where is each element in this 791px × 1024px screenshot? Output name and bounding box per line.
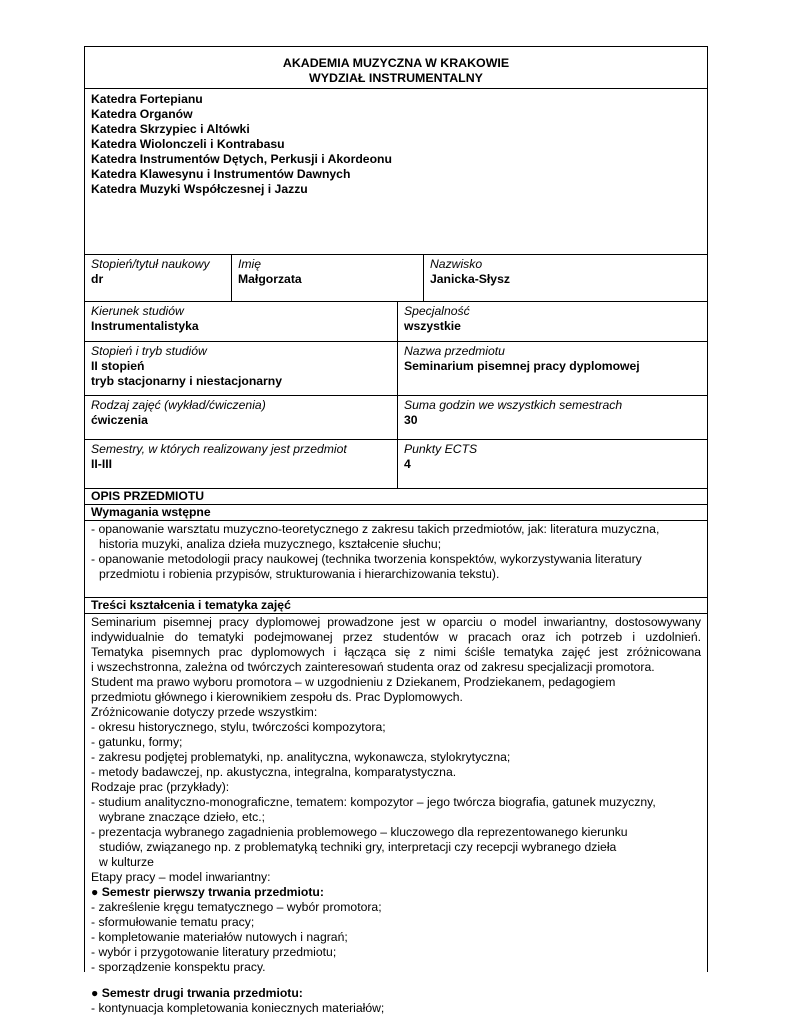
semesters-value: II-III bbox=[91, 457, 112, 471]
semesters-row bbox=[85, 440, 707, 489]
institution-header bbox=[85, 47, 707, 89]
content-line: studiów, związanego np. z problematyką techniki gry, interpretacji czy recepcji wybranego dzieła bbox=[99, 840, 617, 854]
department-item: Katedra Muzyki Współczesnej i Jazzu bbox=[91, 182, 308, 196]
semester-one-item: - sformułowanie tematu pracy; bbox=[91, 915, 255, 929]
content-line: - prezentacja wybranego zagadnienia problemowego – kluczowego dla reprezentowanego kierunku bbox=[91, 825, 628, 839]
field-of-study-value: Instrumentalistyka bbox=[91, 319, 199, 333]
study-level-row bbox=[85, 342, 707, 396]
course-name-cell bbox=[397, 342, 707, 395]
content-line: i wszechstronna, zależna od twórczych zainteresowań studenta oraz od zakresu specjalizacji promotora. bbox=[91, 660, 655, 674]
surname-value: Janicka-Słysz bbox=[430, 272, 510, 286]
department-item: Katedra Klawesynu i Instrumentów Dawnych bbox=[91, 167, 351, 181]
content-line: Zróżnicowanie dotyczy przede wszystkim: bbox=[91, 705, 318, 719]
content-line: indywidualnie do tematyki podejmowanej przez studentów w pracach oraz ich potrzeb i uzdolnień. bbox=[91, 630, 701, 644]
prerequisite-line: - opanowanie warsztatu muzyczno-teoretycznego z zakresu takich przedmiotów, jak: literatura muzyczna, bbox=[91, 522, 660, 536]
content-line: - studium analityczno-monograficzne, tematem: kompozytor – jego twórcza biografia, gatunek muzyczny, bbox=[91, 795, 656, 809]
ects-value: 4 bbox=[404, 457, 411, 471]
course-name-label: Nazwa przedmiotu bbox=[404, 344, 505, 358]
prerequisites-title: Wymagania wstępne bbox=[91, 505, 211, 519]
semester-two-heading: ● Semestr drugi trwania przedmiotu: bbox=[91, 986, 303, 1000]
semesters-label: Semestry, w których realizowany jest przedmiot bbox=[91, 442, 347, 456]
departments-list bbox=[85, 89, 707, 255]
teacher-row bbox=[85, 255, 707, 302]
course-content-heading bbox=[85, 598, 707, 614]
semesters-cell bbox=[85, 440, 397, 488]
spacer bbox=[91, 975, 701, 986]
content-line: - metody badawczej, np. akustyczna, integralna, komparatystyczna. bbox=[91, 765, 457, 779]
study-level-cell bbox=[85, 342, 397, 395]
class-type-value: ćwiczenia bbox=[91, 413, 148, 427]
semester-one-item: - zakreślenie kręgu tematycznego – wybór promotora; bbox=[91, 900, 382, 914]
surname-cell bbox=[423, 255, 707, 301]
semester-two-item: - kontynuacja kompletowania koniecznych materiałów; bbox=[91, 1001, 385, 1015]
semester-one-item: - kompletowanie materiałów nutowych i nagrań; bbox=[91, 930, 348, 944]
first-name-cell bbox=[231, 255, 423, 301]
ects-label: Punkty ECTS bbox=[404, 442, 478, 456]
content-line: w kulturze bbox=[99, 855, 154, 869]
semester-one-heading: ● Semestr pierwszy trwania przedmiotu: bbox=[91, 885, 324, 899]
field-of-study-label: Kierunek studiów bbox=[91, 304, 184, 318]
course-content-title: Treści kształcenia i tematyka zajęć bbox=[91, 598, 291, 612]
content-line: Rodzaje prac (przykłady): bbox=[91, 780, 230, 794]
course-description-title: OPIS PRZEDMIOTU bbox=[91, 489, 205, 503]
semester-one-item: - wybór i przygotowanie literatury przedmiotu; bbox=[91, 945, 337, 959]
content-line: Tematyka pisemnych prac dyplomowych i łącząca się z nimi ściśle tematyka zajęć jest zróżnicowana bbox=[91, 645, 701, 659]
total-hours-value: 30 bbox=[404, 413, 418, 427]
ects-cell bbox=[397, 440, 707, 488]
content-line: Seminarium pisemnej pracy dyplomowej prowadzone jest w oparciu o model inwariantny, dostosowywany bbox=[91, 615, 701, 629]
prerequisites-heading bbox=[85, 505, 707, 521]
department-item: Katedra Wiolonczeli i Kontrabasu bbox=[91, 137, 285, 151]
course-description-heading bbox=[85, 489, 707, 505]
course-name-value: Seminarium pisemnej pracy dyplomowej bbox=[404, 359, 640, 373]
class-type-cell bbox=[85, 396, 397, 439]
specialty-cell bbox=[397, 302, 707, 341]
prerequisites-body bbox=[85, 521, 707, 598]
degree-cell bbox=[85, 255, 231, 301]
course-content-body bbox=[85, 614, 707, 1015]
study-level-value: II stopień bbox=[91, 359, 145, 373]
content-line: Etapy pracy – model inwariantny: bbox=[91, 870, 271, 884]
first-name-value: Małgorzata bbox=[238, 272, 302, 286]
specialty-label: Specjalność bbox=[404, 304, 470, 318]
class-type-row bbox=[85, 396, 707, 440]
department-item: Katedra Organów bbox=[91, 107, 193, 121]
study-mode-value: tryb stacjonarny i niestacjonarny bbox=[91, 374, 283, 388]
total-hours-cell bbox=[397, 396, 707, 439]
prerequisite-line: historia muzyki, analiza dzieła muzycznego, kształcenie słuchu; bbox=[99, 537, 442, 551]
degree-label: Stopień/tytuł naukowy bbox=[91, 257, 210, 271]
content-line: przedmiotu głównego i kierownikiem zespołu ds. Prac Dyplomowych. bbox=[91, 690, 463, 704]
field-of-study-cell bbox=[85, 302, 397, 341]
study-level-label: Stopień i tryb studiów bbox=[91, 344, 207, 358]
prerequisite-line: przedmiotu i robienia przypisów, strukturowania i hierarchizowania tekstu). bbox=[99, 567, 500, 581]
department-item: Katedra Skrzypiec i Altówki bbox=[91, 122, 250, 136]
content-line: - gatunku, formy; bbox=[91, 735, 183, 749]
degree-value: dr bbox=[91, 272, 104, 286]
academy-name: AKADEMIA MUZYCZNA W KRAKOWIE bbox=[282, 56, 510, 70]
faculty-name: WYDZIAŁ INSTRUMENTALNY bbox=[309, 71, 483, 85]
department-item: Katedra Fortepianu bbox=[91, 92, 203, 106]
content-line: - zakresu podjętej problematyki, np. analityczna, wykonawcza, stylokrytyczna; bbox=[91, 750, 511, 764]
total-hours-label: Suma godzin we wszystkich semestrach bbox=[404, 398, 623, 412]
field-of-study-row bbox=[85, 302, 707, 342]
prerequisite-line: - opanowanie metodologii pracy naukowej (technika tworzenia konspektów, wykorzystywania literatury bbox=[91, 552, 642, 566]
content-line: - okresu historycznego, stylu, twórczości kompozytora; bbox=[91, 720, 386, 734]
first-name-label: Imię bbox=[238, 257, 262, 271]
department-item: Katedra Instrumentów Dętych, Perkusji i Akordeonu bbox=[91, 152, 392, 166]
specialty-value: wszystkie bbox=[404, 319, 461, 333]
syllabus-form bbox=[84, 46, 708, 1015]
surname-label: Nazwisko bbox=[430, 257, 483, 271]
content-line: Student ma prawo wyboru promotora – w uzgodnieniu z Dziekanem, Prodziekanem, pedagogiem bbox=[91, 675, 616, 689]
content-line: wybrane znaczące dzieło, etc.; bbox=[99, 810, 265, 824]
class-type-label: Rodzaj zajęć (wykład/ćwiczenia) bbox=[91, 398, 266, 412]
semester-one-item: - sporządzenie konspektu pracy. bbox=[91, 960, 266, 974]
